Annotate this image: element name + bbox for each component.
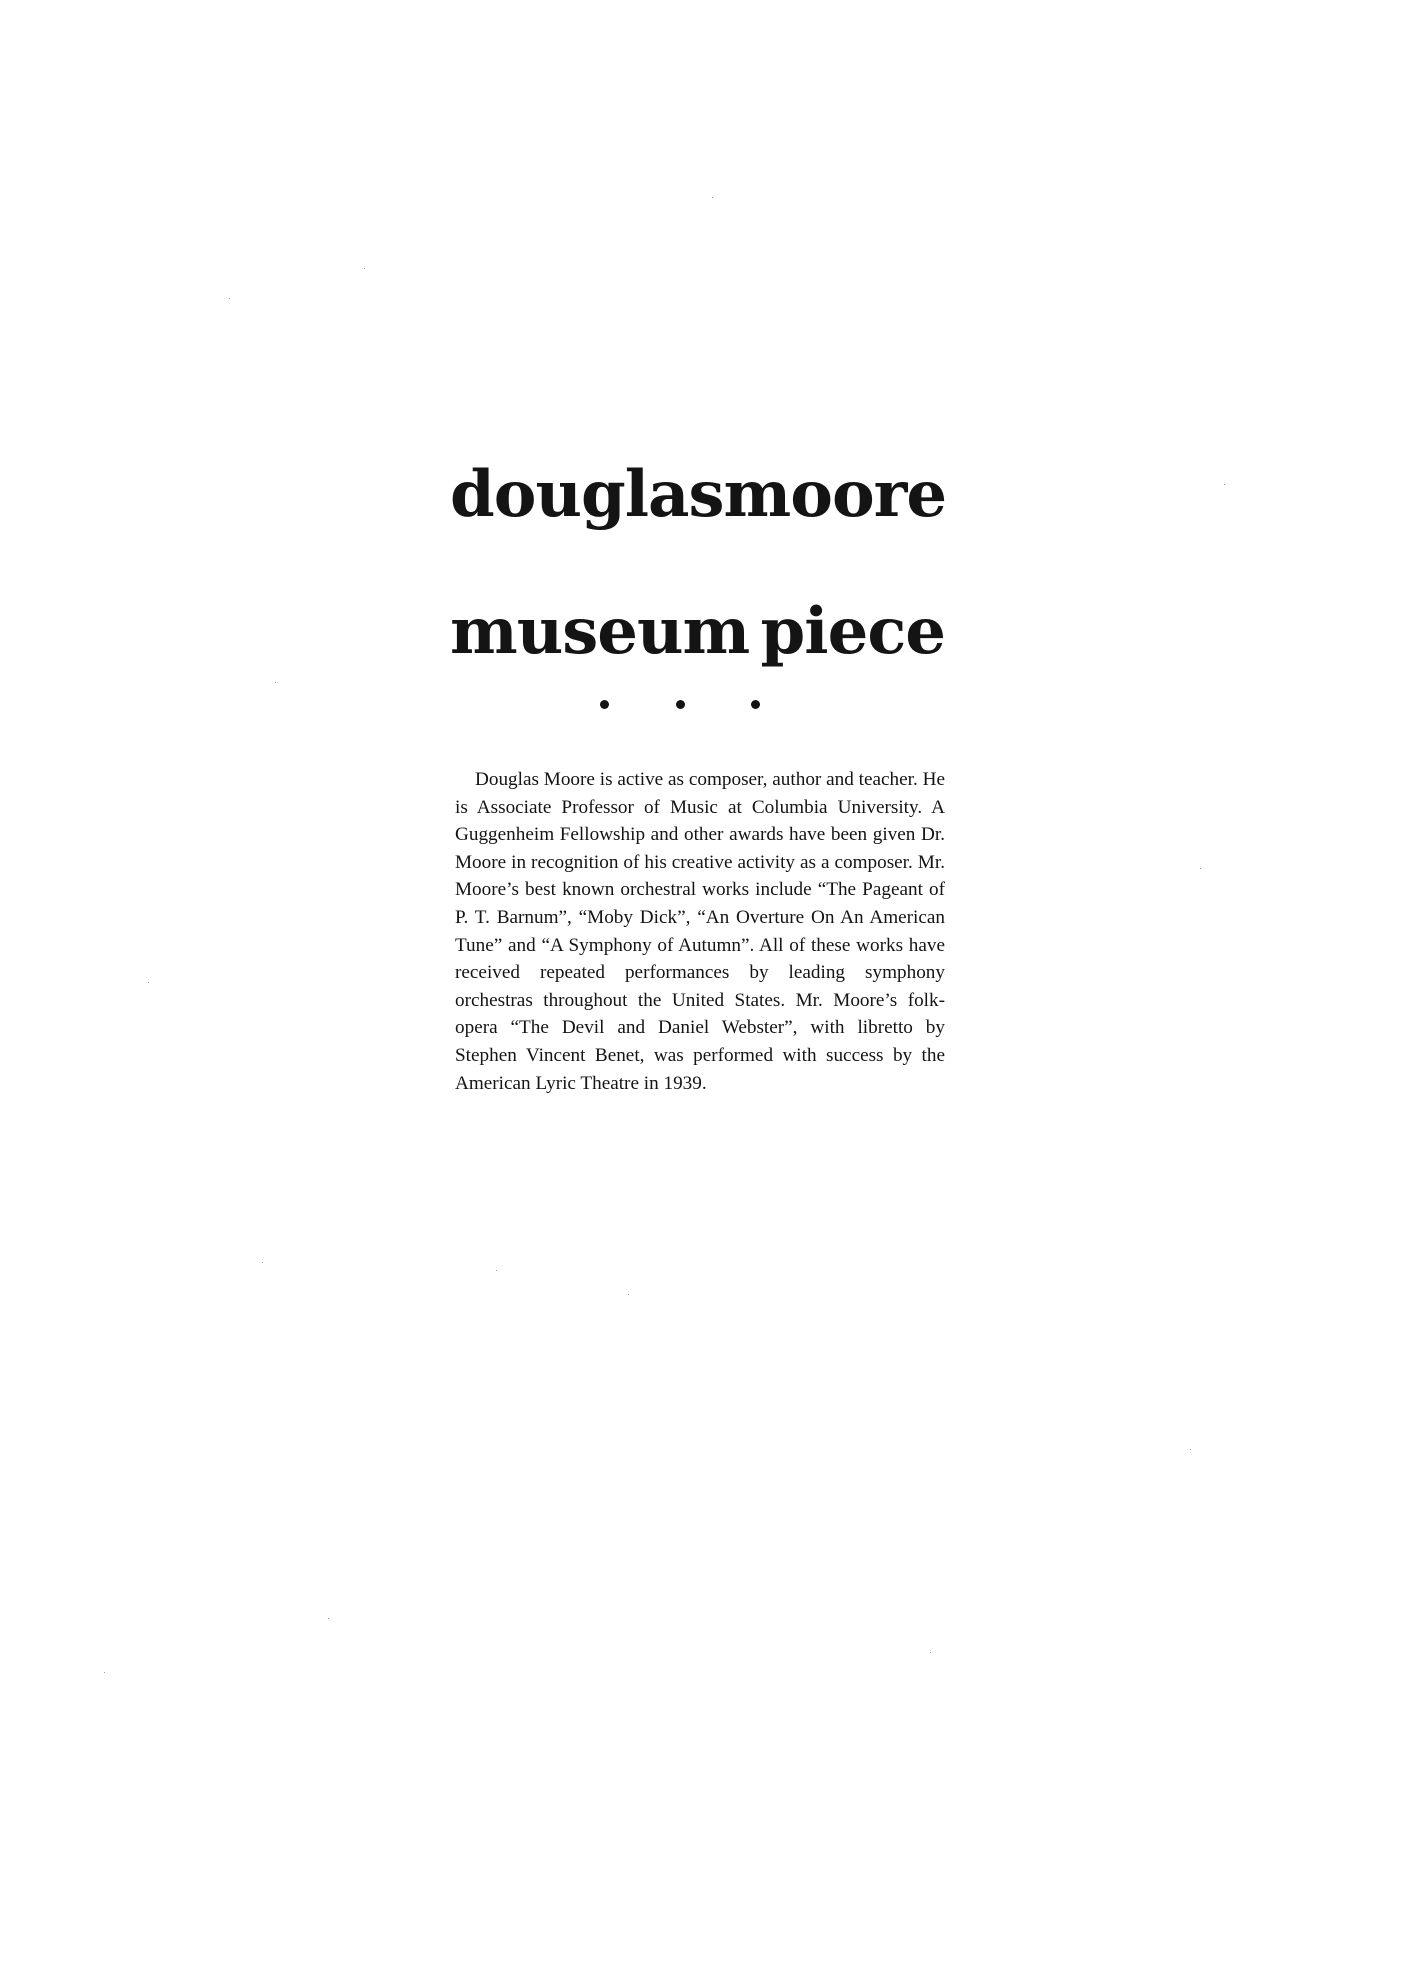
title-word-first-name: douglas bbox=[450, 457, 724, 532]
title-word-piece: piece bbox=[760, 594, 945, 669]
scan-speck bbox=[104, 1672, 105, 1673]
scan-speck bbox=[930, 1652, 931, 1653]
scan-speck bbox=[364, 268, 365, 269]
title-line-composer bbox=[450, 457, 947, 532]
scan-speck bbox=[328, 1618, 329, 1619]
scan-speck bbox=[262, 1262, 263, 1263]
ornament-dot bbox=[751, 700, 760, 709]
scan-speck bbox=[229, 298, 230, 299]
scan-speck bbox=[148, 982, 149, 983]
scan-speck bbox=[628, 1294, 629, 1295]
scan-speck bbox=[496, 1270, 497, 1271]
ornament-divider bbox=[600, 700, 760, 709]
scan-speck bbox=[275, 682, 276, 683]
scan-speck bbox=[712, 197, 713, 198]
scan-speck bbox=[1190, 1449, 1191, 1450]
ornament-dot bbox=[676, 700, 685, 709]
ornament-dot bbox=[600, 700, 609, 709]
title-word-last-name: moore bbox=[723, 457, 947, 532]
title-line-work bbox=[450, 594, 945, 669]
scan-speck bbox=[1200, 868, 1201, 869]
title-word-museum: museum bbox=[450, 594, 750, 669]
scan-speck bbox=[1224, 484, 1225, 485]
biography-paragraph: Douglas Moore is active as composer, author and teacher. He is Associate Professor of Music at Columbia University. A Guggenheim Fellowship and other awards have been given Dr. Moore in recognition of his creative activity as a composer. Mr. Moore’s best known orchestral works include “The Pageant of P. T. Barnum”, “Moby Dick”, “An Overture On An American Tune” and “A Symphony of Autumn”. All of these works have received repeated performances by leading symphony orchestras throughout the United States. Mr. Moore’s folk-opera “The Devil and Daniel Webster”, with libretto by Stephen Vincent Benet, was performed with success by the American Lyric Theatre in 1939. bbox=[455, 769, 945, 1094]
